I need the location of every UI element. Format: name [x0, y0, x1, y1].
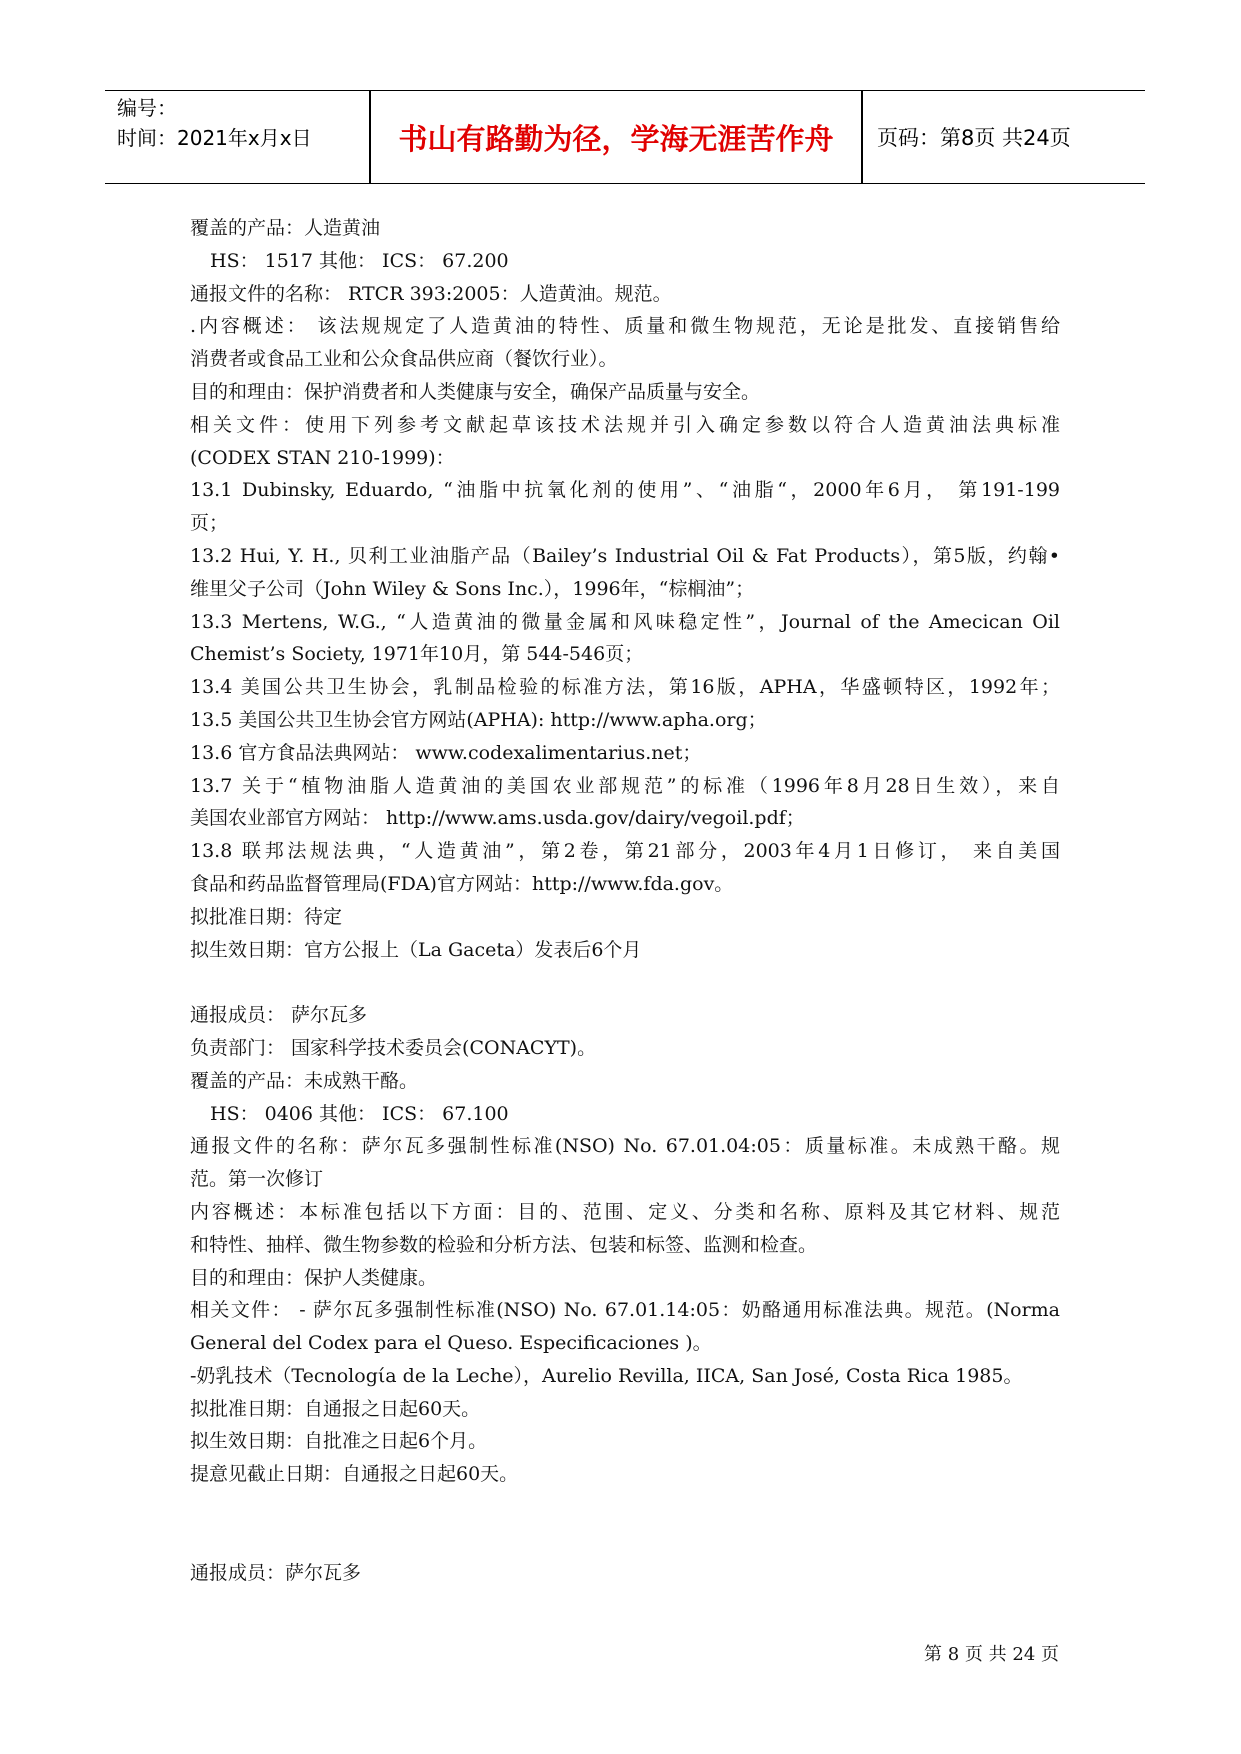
- blank-line: [190, 966, 1060, 999]
- text-line: 目的和理由：保护人类健康。: [190, 1266, 438, 1289]
- text-line: General del Codex para el Queso. Especificaciones )。: [190, 1332, 712, 1355]
- header-motto: 书山有路勤为径，学海无涯苦作舟: [398, 122, 834, 156]
- text-line: HS： 0406 其他： ICS： 67.100: [210, 1102, 509, 1125]
- text-line: HS： 1517 其他： ICS： 67.200: [210, 249, 509, 272]
- page-header: [105, 90, 1145, 184]
- text-line: 负责部门： 国家科学技术委员会(CONACYT)。: [190, 1036, 597, 1059]
- text-line: 目的和理由：保护消费者和人类健康与安全，确保产品质量与安全。: [190, 380, 761, 403]
- header-meta: [117, 93, 312, 153]
- text-line: 通报文件的名称： RTCR 393:2005：人造黄油。规范。: [190, 282, 672, 305]
- text-line: 13.3 Mertens, W.G., “人造黄油的微量金属和风味稳定性”，Journal of the Amecican Oil: [190, 610, 1060, 633]
- text-line: 覆盖的产品：人造黄油: [190, 217, 381, 239]
- text-line: 页；: [190, 512, 229, 535]
- text-line: 消费者或食品工业和公众食品供应商（餐饮行业）。: [190, 348, 618, 371]
- text-line: 相关文件：使用下列参考文献起草该技术法规并引入确定参数以符合人造黄油法典标准: [190, 413, 1060, 436]
- text-line: 13.4 美国公共卫生协会，乳制品检验的标准方法，第16版，APHA，华盛顿特区，1992年；: [190, 676, 1060, 699]
- text-line: 内容概述：本标准包括以下方面：目的、范围、定义、分类和名称、原料及其它材料、规范: [190, 1200, 1060, 1223]
- header-number-label: 编号：: [117, 96, 177, 120]
- text-line: 和特性、抽样、微生物参数的检验和分析方法、包装和标签、监测和检查。: [190, 1233, 818, 1256]
- text-line: 13.6 官方食品法典网站： www.codexalimentarius.net；: [190, 741, 702, 764]
- text-line: 拟生效日期：官方公报上（La Gaceta）发表后6个月: [190, 938, 642, 961]
- document-body: [190, 212, 1060, 1589]
- text-line: 范。第一次修订: [190, 1168, 324, 1191]
- blank-line: [190, 1491, 1060, 1524]
- text-line: -奶乳技术（Tecnologίa de la Leche），Aurelio Revilla, IICA, San José, Costa Rica 1985。: [190, 1364, 1023, 1387]
- blank-line: [190, 1524, 1060, 1557]
- text-line: .内容概述： 该法规规定了人造黄油的特性、质量和微生物规范，无论是批发、直接销售给: [190, 315, 1060, 338]
- text-line: 通报文件的名称：萨尔瓦多强制性标准(NSO) No. 67.01.04:05：质量标准。未成熟干酪。规: [190, 1135, 1060, 1158]
- text-line: (CODEX STAN 210-1999)：: [190, 446, 455, 469]
- text-line: 13.8 联邦法规法典，“人造黄油”，第2卷，第21部分，2003年4月1日修订， 来自美国: [190, 840, 1060, 863]
- text-line: 拟批准日期：待定: [190, 905, 343, 928]
- text-line: 通报成员：萨尔瓦多: [190, 1561, 362, 1584]
- text-line: Chemist’s Society, 1971年10月，第 544-546页；: [190, 643, 644, 666]
- header-time-label: 时间：2021年x月x日: [117, 126, 312, 150]
- text-line: 美国农业部官方网站： http://www.ams.usda.gov/dairy/vegoil.pdf；: [190, 807, 805, 830]
- text-line: 维里父子公司（John Wiley & Sons Inc.），1996年，“棕榈油”；: [190, 577, 755, 600]
- text-line: 通报成员： 萨尔瓦多: [190, 1004, 368, 1027]
- text-line: 食品和药品监督管理局(FDA)官方网站：http://www.fda.gov。: [190, 872, 734, 895]
- text-line: 相关文件： - 萨尔瓦多强制性标准(NSO) No. 67.01.14:05：奶酪通用标准法典。规范。(Norma: [190, 1299, 1060, 1322]
- text-line: 13.1 Dubinsky, Eduardo, “油脂中抗氧化剂的使用”、“油脂“，2000年6月， 第191-199: [190, 479, 1060, 502]
- text-line: 拟批准日期：自通报之日起60天。: [190, 1397, 481, 1420]
- text-line: 13.2 Hui, Y. H., 贝利工业油脂产品（Bailey’s Industrial Oil & Fat Products），第5版，约翰•: [190, 544, 1060, 567]
- header-page-label: 页码：第8页 共24页: [877, 126, 1071, 150]
- header-divider: [861, 91, 863, 183]
- text-line: 13.5 美国公共卫生协会官方网站(APHA): http://www.apha.org；: [190, 708, 767, 731]
- page-footer: 第 8 页 共 24 页: [924, 1644, 1059, 1665]
- header-divider: [369, 91, 371, 183]
- text-line: 拟生效日期：自批准之日起6个月。: [190, 1430, 488, 1453]
- text-line: 13.7 关于“植物油脂人造黄油的美国农业部规范”的标准（1996年8月28日生效），来自: [190, 774, 1060, 797]
- text-line: 覆盖的产品：未成熟干酪。: [190, 1069, 419, 1092]
- text-line: 提意见截止日期：自通报之日起60天。: [190, 1463, 519, 1486]
